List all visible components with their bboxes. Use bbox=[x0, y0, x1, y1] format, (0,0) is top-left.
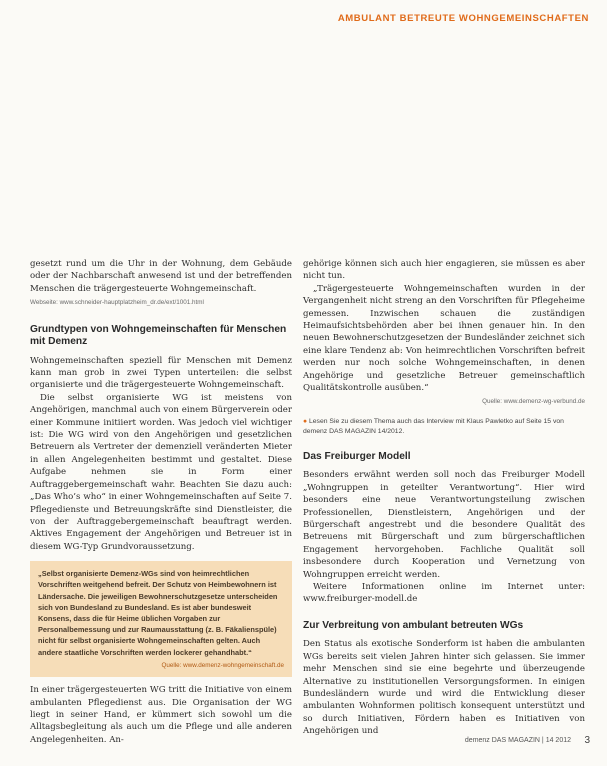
page-number: 3 bbox=[584, 735, 590, 746]
bullet-icon: ● bbox=[303, 417, 308, 425]
paragraph-carrier-controlled: In einer trägergesteuerten WG tritt die Initiative von einem ambulanten Pflegedienst aus. Die Organisation der WG liegt in seiner Hand, er kümmert sich sowohl um die Alltagsbegleitung als auch um die Pflege und alle anderen Angelegenheiten. An- bbox=[30, 685, 292, 745]
quote-text: „Selbst organisierte Demenz-WGs sind von heimrechtlichen Vorschriften weitgehend befreit. Der Schutz von Heimbewohnern ist Ländersache. Die jeweiligen Bewohnerschutzgesetze unterscheiden sich von Bundesland zu Bundesland. Es ist aber bundesweit Konsens, dass die für Heime üblichen Vorgaben zur Personalbemessung und zur Raumausstattung (z. B. Fäkalienspüle) nicht für selbst organisierte Wohngemeinschaften gelten. Auch andere staatliche Vorschriften werden lockerer gehandhabt.“ bbox=[38, 569, 278, 657]
paragraph-more-info: Weitere Informationen online im Internet unter: www.freiburger-modell.de bbox=[303, 582, 585, 605]
heading-verbreitung: Zur Verbreitung von ambulant betreuten WGs bbox=[303, 619, 524, 631]
paragraph-verbreitung: Den Status als exotische Sonderform ist haben die ambulanten WGs bereits seit vielen Jahren hinter sich gelassen. Sie immer mehr Menschen sind sie eine begehrte und überzeugende Alternative zu institutionellen Versorgungsformen. In einigen Bundesländern wurde und wird die Entwicklung dieser ambulanten Wohnformen politisch konsequent unterstützt und so durch Initiativen, Fördern haben es Initiativen von Angehörigen und bbox=[303, 639, 585, 737]
quote-box bbox=[30, 561, 292, 677]
intro-paragraph: gesetzt rund um die Uhr in der Wohnung, dem Gebäude oder der Nachbarschaft anwesend ist und der betreffenden Menschen die trägergesteuerte Wohngemeinschaft. bbox=[30, 259, 292, 294]
intro-source: Webseite: www.schneider-hauptplatzheim_dr.de/ext/1001.html bbox=[30, 299, 204, 307]
heading-freiburger: Das Freiburger Modell bbox=[303, 450, 411, 462]
section-header: AMBULANT BETREUTE WOHNGEMEINSCHAFTEN bbox=[337, 13, 589, 24]
paragraph-regulations: „Trägergesteuerte Wohngemeinschaften wurden in der Vergangenheit nicht streng an den Vorschriften für Pflegeheime gemessen. Inzwischen schauen die zuständigen Heimaufsichtsbehörden aber bei ihnen genauer hin. In den neuen Bewohnerschutzgesetzen der Bundesländer zeichnet sich eine klare Tendenz ab: Von heimrechtlichen Vorschriften befreit werden nur noch solche Wohngemeinschaften, in denen Angehörige und gesetzliche Betreuer gemeinschaftlich Qualitätskontrolle ausüben.“ bbox=[303, 283, 585, 394]
magazine-footer: demenz DAS MAGAZIN | 14 2012 bbox=[464, 737, 571, 744]
paragraph-freiburger: Besonders erwähnt werden soll noch das Freiburger Modell „Wohngruppen in geteilter Verantwortung“. Hier wird besonders eine neue Verantwortungsteilung zwischen Professionellen, Dienstleistern, Angehörigen und der Bürgerschaft angestrebt und die besondere Qualität des Betreuens mit Bürgerschaft und zum bürgerschaftlichen Engagement hervorgehoben. Fachliche Qualität soll insbesondere durch Kooperation und Vernetzung von Wohngruppen erreicht werden. bbox=[303, 470, 585, 580]
heading-grundtypen: Grundtypen von Wohngemeinschaften für Menschen mit Demenz bbox=[30, 323, 287, 348]
tip-text: Lesen Sie zu diesem Thema auch das Interview mit Klaus Pawletko auf Seite 15 von demenz DAS MAGAZIN 14/2012. bbox=[303, 417, 564, 435]
paragraph-relatives: gehörige können sich auch hier engagieren, sie müssen es aber nicht tun. bbox=[303, 259, 585, 282]
paragraph-self-organized: Die selbst organisierte WG ist meistens von Angehörigen, manchmal auch von einem Bürgerverein oder einer Kommune initiiert worden. Was jedoch viel wichtiger ist: Die WG wird von den Angehörigen und gesetzlichen Betreuern als Vertreter der demenziell veränderten Mieter in allen Angelegenheiten bestimmt und gestaltet. Diese Aufgabe nehmen sie in Form einer Auftraggebergemeinschaft wahr. Beachten Sie dazu auch: „Das Who’s who“ in einer Wohngemeinschaften auf Seite 7. Pflegedienste und Betreuungskräfte sind Dienstleister, die von der Auftraggebergemeinschaft beauftragt werden. Aktives Engagement der Angehörigen und Betreuer ist in diesem WG-Typ Grundvoraussetzung. bbox=[30, 392, 292, 552]
right-column bbox=[303, 258, 585, 738]
left-column bbox=[30, 258, 292, 746]
quote-source: Quelle: www.demenz-wohngemeinschaft.de bbox=[161, 661, 284, 669]
interview-tip bbox=[303, 417, 585, 437]
paragraph-types: Wohngemeinschaften speziell für Menschen mit Demenz kann man grob in zwei Typen unterteilen: die selbst organisierte und die trägergesteuerte Wohngemeinschaft. bbox=[30, 355, 292, 391]
regulations-source: Quelle: www.demenz-wg-verbund.de bbox=[482, 398, 585, 406]
